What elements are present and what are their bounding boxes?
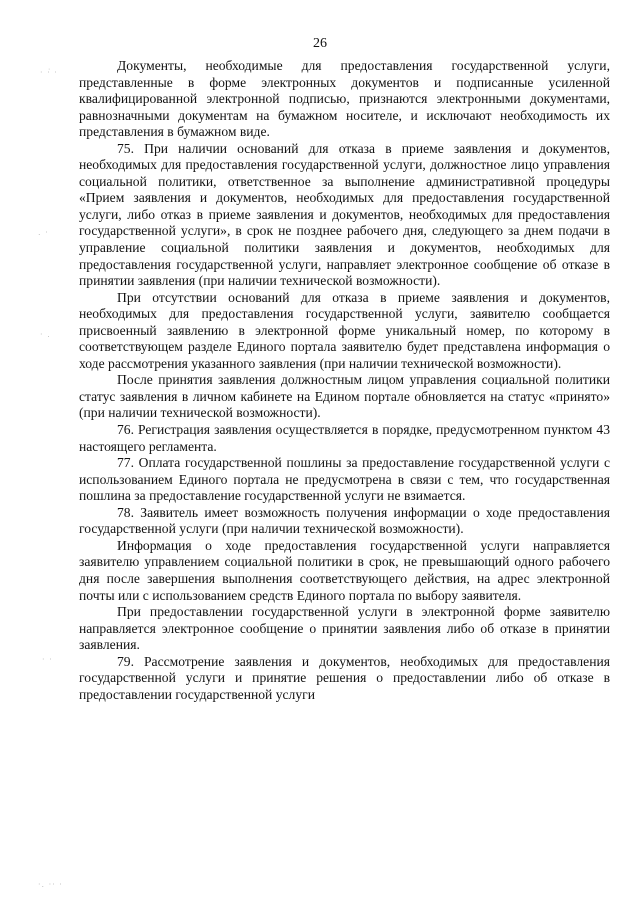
paragraph: 79. Рассмотрение заявления и документов, необходимых для предоставления государственной услуги и принятие решения о предоставлении либо об отказе в предоставлении государственной услуги bbox=[79, 653, 610, 702]
paragraph: 76. Регистрация заявления осуществляется в порядке, предусмотренном пунктом 43 настоящего регламента. bbox=[79, 422, 610, 454]
scan-artifact: . · bbox=[38, 228, 49, 237]
scan-artifact: · ·͘ · bbox=[40, 68, 58, 77]
paragraph: 77. Оплата государственной пошлины за предоставление государственной услуги с использованием Единого портала не предусмотрена в связи с тем, что государственная пошлина за предоставление государственной услуги не взимается. bbox=[79, 455, 610, 504]
scan-artifact: ·. ·· · bbox=[38, 880, 63, 889]
document-body bbox=[79, 58, 610, 703]
paragraph: 78. Заявитель имеет возможность получения информации о ходе предоставления государственной услуги (при наличии технической возможности). bbox=[79, 504, 610, 537]
page-number: 26 bbox=[313, 36, 327, 51]
paragraph: 75. При наличии оснований для отказа в приеме заявления и документов, необходимых для предоставления государственной услуги, должностное лицо управления социальной политики, ответственное за выполнение административной процедуры «Прием заявления и документов, необходимых для предоставления государственной услуги, либо отказ в приеме заявления и документов, необходимых для предоставления государственной услуги», в срок не позднее рабочего дня, следующего за днем подачи в управление социальной политики заявления и документов, необходимых для предоставления государственной услуги, направляет электронное сообщение об отказе в принятии заявления (при наличии технической возможности). bbox=[79, 140, 610, 289]
paragraph: Информация о ходе предоставления государственной услуги направляется заявителю управлением социальной политики в срок, не превышающий одного рабочего дня после завершения выполнения соответствующего действия, на адрес электронной почты или с использованием средств Единого портала по выбору заявителя. bbox=[79, 537, 610, 603]
paragraph: Документы, необходимые для предоставления государственной услуги, представленные в форме электронных документов и подписанные усиленной квалифицированной электронной подписью, признаются электронными документами, равнозначными документам на бумажном носителе, и исключают необходимость их представления в бумажном виде. bbox=[79, 58, 610, 140]
scan-artifact: · · bbox=[42, 655, 53, 664]
scan-artifact: · . bbox=[40, 330, 51, 339]
paragraph: При предоставлении государственной услуги в электронной форме заявителю направляется электронное сообщение о принятии заявления либо об отказе в принятии заявления. bbox=[79, 604, 610, 653]
paragraph: При отсутствии оснований для отказа в приеме заявления и документов, необходимых для предоставления государственной услуги, заявителю сообщается присвоенный заявлению в электронной форме уникальный номер, по которому в соответствующем разделе Единого портала заявителю будет представлена информация о ходе рассмотрения указанного заявления (при наличии технической возможности). bbox=[79, 289, 610, 371]
paragraph: После принятия заявления должностным лицом управления социальной политики статус заявления в личном кабинете на Едином портале обновляется на статус «принято» (при наличии технической возможности). bbox=[79, 372, 610, 421]
